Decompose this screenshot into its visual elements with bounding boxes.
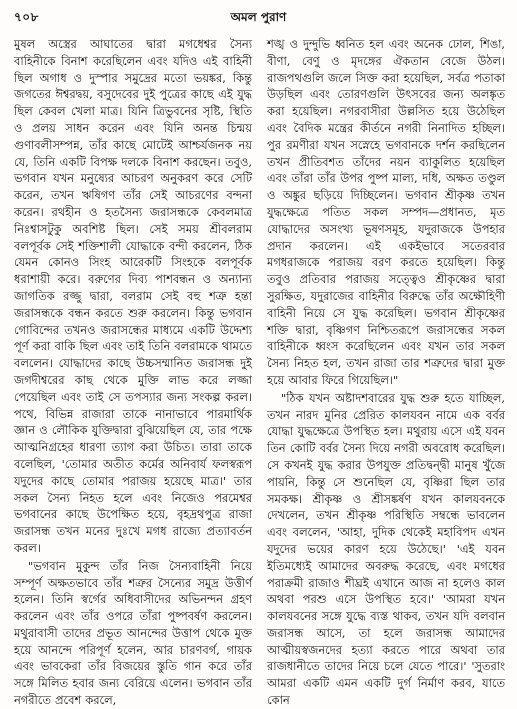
page-number: ৭০৮ bbox=[14, 10, 39, 24]
left-column bbox=[14, 36, 252, 708]
left-paragraph-2: "ভগবান মুকুন্দ তাঁর নিজ সৈন্যবাহিনী নিয়ে সম্পূর্ণ অক্ষতভাবে তাঁর শত্রুর সৈন্যের সমুদ্র উত্তীর্ণ হলেন। তিনি স্বর্গের অধিবাসীদের অভিনন্দন গ্রহণ করলেন এবং তাঁর ওপরে তাঁরা পুষ্পবর্ষণ করলেন। মথুরাবাসী তাদের প্রভূত আনন্দের উত্তাপ থেকে মুক্ত হয়ে আনন্দে পরিপূর্ণ হলেন, আর চারণবর্গ, গায়ক এবং ভাবকেরা তাঁর বিজয়ের স্তুতি গান করে তাঁর সঙ্গে মিলিত হবার জন্য বেরিয়ে এলেন। ভগবান তাঁর নগরীতে প্রবেশ করলে, bbox=[14, 558, 252, 708]
right-column bbox=[267, 36, 505, 708]
running-title: অমল পুরাণ bbox=[230, 10, 287, 24]
left-paragraph-1: মুষল অস্ত্রের আঘাতের দ্বারা মগধেশ্বর সৈন্য বাহিনীকে বিনাশ করেছিলেন এবং যদিও এই বাহিনী ছিল অগাধ ও দুস্পার সমুদ্রের মতো ভয়ঙ্কর, কিন্তু জগতের ঈশ্বরদ্বয়, বসুদেবের দুই পুত্রের কাছে এই যুদ্ধ ছিল কেবল খেলা মাত্র। যিনি ত্রিভুবনের সৃষ্টি, স্থিতি ও প্রলয় সাধন করেন এবং যিনি অনন্ত চিন্ময় গুণাবলীসম্পন্ন, তাঁর কাছে মোটেই আশ্চর্যজনক নয় যে, তিনি একটি বিপক্ষ দলকে বিনাশ করছেন। তবুও, ভগবান যখন মনুষ্যের আচরণ অনুকরণ করে সেটি করেন, তখন ঋষিগণ তাঁর সেই আচরণের বন্দনা করেন। রথহীন ও হতসৈন্য জরাসন্ধকে কেবলমাত্র নিঃশ্বাসটুকু অবশিষ্ট ছিল। সেই সময় শ্রীবলরাম বলপূর্বক সেই শক্তিশালী যোদ্ধাকে বন্দী করলেন, ঠিক যেমন কোনও সিংহ আরেকটি সিংহকে বলপূর্বক ধরাশায়ী করে। বরুণের দিব্য পাশবন্ধন ও অন্যান্য জাগতিক রজ্জু দ্বারা, বলরাম সেই বহু শত্রু হন্তা জরাসন্ধকে বন্ধন করতে শুরু করলেন। কিন্তু ভগবান গোবিন্দের তখনও জরাসন্ধের মাধ্যমে একটি উদ্দেশ্য পূর্ণ করা বাকি ছিল এবং তাই তিনি বলরামকে থামতে বললেন। যোদ্ধাদের কাছে উচ্চসম্মানিত জরাসন্ধ দুই জগদীশ্বরের কাছ থেকে মুক্তি লাভ করে লজ্জা পেয়েছিল এবং তাই সে তপস্যার জন্য সংকল্প করল। পথে, বিভিন্ন রাজারা তাকে নানাভাবে পারমার্থিক জ্ঞান ও লৌকিক যুক্তিদ্বারা বুঝিয়েছিল যে, তার পক্ষে আত্মনিগ্রহের ধারণা ত্যাগ করা উচিত। তারা তাকে বলেছিল, 'তোমার অতীত কর্মের অনিবার্য ফলস্বরূপ যদুদের কাছে তোমার পরাজয় হয়েছে মাত্র।' তার সকল সৈন্য নিহত হলে এবং নিজেও পরমেশ্বর ভগবানের কাছে উপেক্ষিত হয়ে, বৃহদ্রথপুত্র রাজা জরাসন্ধ তখন মনের দুঃখে মগধ রাজ্যে প্রত্যাবর্তন করল। bbox=[14, 37, 252, 555]
right-paragraph-1: শঙ্খ ও দুন্দুভি ধ্বনিত হল এবং অনেক ঢোল, শিঙা, বীণা, বেণু ও মৃদঙ্গের ঐকতান বেজে উঠল। রাজপথগুলি জলে সিক্ত করা হয়েছিল, সর্বত্র পতাকা উড়ছিল এবং তোরণগুলি উৎসবের জন্য অলঙ্কৃত করা হয়েছিল। নগরবাসীরা উল্লসিত হয়ে উঠেছিল এবং বৈদিক মন্ত্রের কীর্তনে নগরী নিনাদিত হচ্ছিল। পুর রমণীরা যখন সস্নেহে ভগবানকে দর্শন করছিলেন তখন প্রীতিবশত তাঁদের নয়ন ব্যাকুলিত হয়েছিল এবং তাঁরা তাঁর উপর পুষ্প মাল্য, দধি, অক্ষত তণ্ডুল ও অঙ্কুর ছড়িয়ে দিচ্ছিলেন। ভগবান শ্রীকৃষ্ণ তখন যুদ্ধক্ষেত্রে পতিত সকল সম্পদ—প্রধানত, মৃত যোদ্ধাদের অসংখ্য ভূষণসমূহ, যদুরাজকে উপহার প্রদান করলেন। এই একইভাবে সতেরবার মগধরাজকে পরাজয় বরণ করতে হয়েছিল। কিন্তু তবুও প্রতিবার পরাজয় সত্ত্বেও শ্রীকৃষ্ণের দ্বারা সুরক্ষিত, যদুরাজের বাহিনীর বিরুদ্ধে তাঁর অক্ষৌহিণী বাহিনী নিয়ে সে যুদ্ধ করেছিল। ভগবান শ্রীকৃষ্ণের শক্তি দ্বারা, বৃষ্ণিগণ নিশ্চিতরূপে জরাসন্ধের সকল বাহিনীকে ধ্বংস করেছিলেন এবং যখন তার সকল সৈন্য নিহত হল, তখন রাজা তার শত্রুদের দ্বারা মুক্ত হয়ে আবার ফিরে গিয়েছিল।" bbox=[267, 37, 505, 387]
text-columns bbox=[14, 36, 505, 708]
right-paragraph-2: "ঠিক যখন অষ্টাদশবারের যুদ্ধ শুরু হতে যাচ্ছিল, তখন নারদ মুনির প্রেরিত কালযবন নামে এক বর্বর যোদ্ধা যুদ্ধক্ষেত্রে উপস্থিত হল। মথুরায় এসে এই যবন তিন কোটি বর্বর সৈন্য দিয়ে নগরী অবরোধ করেছিল। সে কখনই যুদ্ধ করার উপযুক্ত প্রতিদ্বন্দ্বী মানুষ খুঁজে পায়নি, কিন্তু সে শুনেছিল যে, বৃষ্ণিরা ছিল তার সমকক্ষ। শ্রীকৃষ্ণ ও শ্রীসঙ্কর্ষণ যখন কালযবনকে দেখলেন, তখন শ্রীকৃষ্ণ পরিস্থিতি সম্বন্ধে ভাবলেন এবং বললেন, 'আহা, দুদিক থেকেই মহাবিপদ এখন যদুদের ভয়ের কারণ হয়ে উঠেছে।' 'এই যবন ইতিমধ্যেই আমাদের অবরুদ্ধ করেছে, এবং মগধের পরাক্রমী রাজাও শীঘ্রই এখানে আজ না হলেও কাল অথবা পরশু এসে উপস্থিত হবে।' 'আমরা যখন কালযবনের সঙ্গে যুদ্ধে ব্যস্ত থাকব, তখন যদি বলবান জরাসন্ধ আসে, তা হলে জরাসন্ধ আমাদের আত্মীয়স্বজনদের হত্যা করতে পারে অথবা তার রাজধানীতে তাদের নিয়ে চলে যেতে পারে।' 'সুতরাং আমরা একটি এমন একটি দুর্গ নির্মাণ করব, যাতে কোন bbox=[267, 390, 505, 708]
